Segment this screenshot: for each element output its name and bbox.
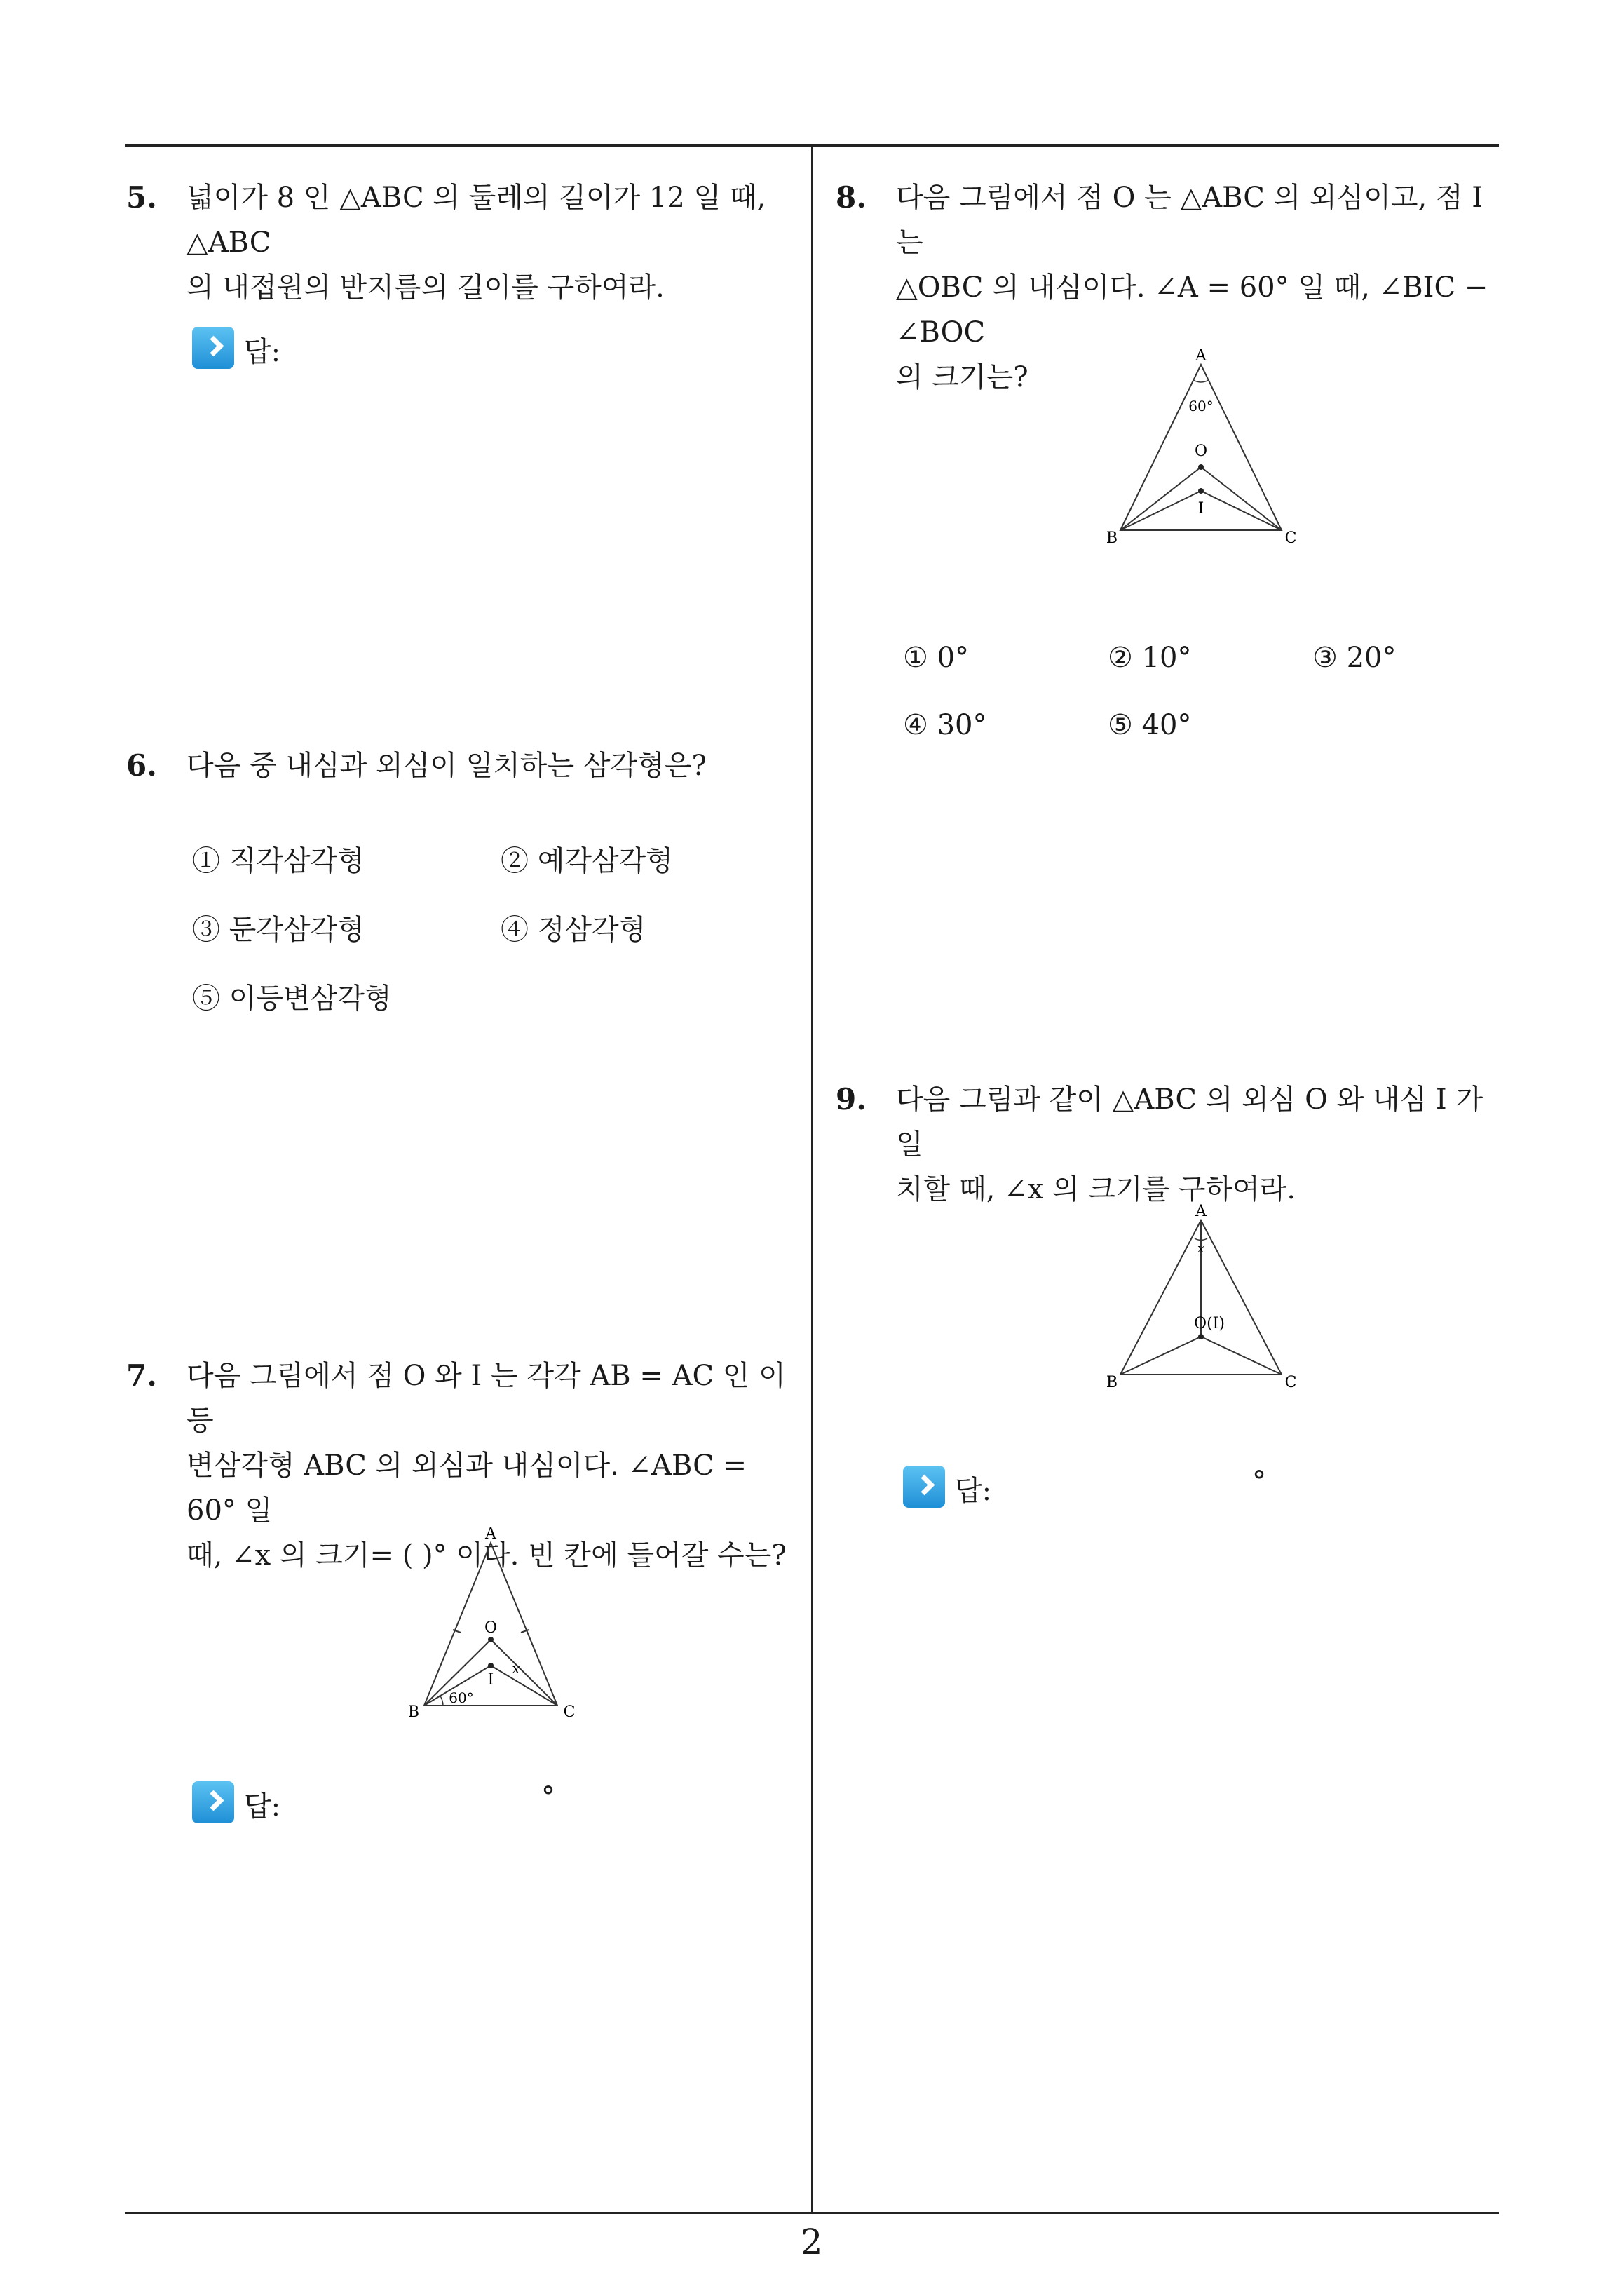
problem-number: 5.: [126, 180, 157, 215]
point-i-label: I: [487, 1671, 494, 1689]
chevron-right-icon: [903, 1466, 945, 1508]
point-o-label: O: [484, 1619, 498, 1637]
chevron-right-icon: [192, 327, 234, 369]
choice-1[interactable]: ① 직각삼각형: [192, 845, 365, 877]
problem-number: 6.: [126, 748, 157, 783]
choice-2[interactable]: ② 10°: [1108, 642, 1192, 674]
triangle-figure-8: [1099, 344, 1303, 547]
vertex-b-label: B: [1106, 529, 1118, 547]
problem-stem: 다음 그림에서 점 O 와 I 는 각각 AB = AC 인 이등 변삼각형 ABC 의 외심과 내심이다. ∠ABC = 60° 일 때, ∠x 의 크기= ( )° 이다. 빈 칸에 들어갈 수는?: [186, 1360, 787, 1572]
problem-stem: 다음 그림과 같이 △ABC 의 외심 O 와 내심 I 가 일 치할 때, ∠x 의 크기를 구하여라.: [896, 1083, 1483, 1206]
page-number: 2: [800, 2222, 823, 2262]
choice-3[interactable]: ③ 둔각삼각형: [192, 914, 365, 946]
angle-label: 60°: [449, 1689, 474, 1706]
problem-number: 8.: [836, 180, 867, 215]
problem-stem: 다음 중 내심과 외심이 일치하는 삼각형은?: [186, 750, 707, 782]
choice-5[interactable]: ⑤ 40°: [1108, 709, 1192, 741]
vertex-c-label: C: [563, 1703, 576, 1721]
degree-unit: °: [541, 1781, 555, 1814]
vertex-a-label: A: [1195, 347, 1207, 365]
triangle-diagram: [1099, 1198, 1303, 1401]
triangle-diagram: [393, 1522, 589, 1725]
vertex-c-label: C: [1284, 529, 1297, 547]
answer-label: 답:: [244, 336, 281, 368]
vertex-b-label: B: [1106, 1374, 1118, 1391]
problem-stem: 다음 그림에서 점 O 는 △ABC 의 외심이고, 점 I 는 △OBC 의 내심이다. ∠A = 60° 일 때, ∠BIC − ∠BOC 의 크기는?: [896, 182, 1488, 393]
triangle-figure-9: [1099, 1198, 1303, 1401]
choice-1[interactable]: ① 0°: [903, 642, 970, 674]
answer-row-7: [192, 1781, 585, 1825]
choice-4[interactable]: ④ 30°: [903, 709, 987, 741]
problem-number: 7.: [126, 1358, 157, 1393]
problem-stem: 넓이가 8 인 △ABC 의 둘레의 길이가 12 일 때, △ABC 의 내접원의 반지름의 길이를 구하여라.: [186, 182, 766, 304]
vertex-a-label: A: [485, 1525, 496, 1543]
answer-label: 답:: [244, 1790, 281, 1823]
vertex-b-label: B: [407, 1703, 420, 1721]
choice-2[interactable]: ② 예각삼각형: [501, 845, 673, 877]
problem-5: [126, 175, 799, 304]
problem-number: 9.: [836, 1082, 867, 1116]
column-divider: [811, 144, 813, 2213]
point-o-label: O: [1194, 443, 1208, 460]
answer-label: 답:: [955, 1475, 992, 1507]
degree-unit: °: [1252, 1466, 1266, 1498]
bottom-rule: [125, 2212, 1499, 2214]
problem-8: [836, 175, 1509, 393]
answer-row-9: [903, 1466, 1296, 1509]
problem-9: [836, 1077, 1509, 1206]
choice-5[interactable]: ⑤ 이등변삼각형: [192, 982, 392, 1015]
angle-label: 60°: [1188, 398, 1214, 414]
chevron-right-icon: [192, 1781, 234, 1823]
problem-7: [126, 1353, 799, 1572]
triangle-figure-7: [393, 1522, 589, 1725]
problem-6: [126, 743, 799, 792]
choice-3[interactable]: ③ 20°: [1312, 642, 1397, 674]
vertex-c-label: C: [1284, 1374, 1297, 1391]
angle-x-label: x: [1197, 1241, 1205, 1256]
choice-4[interactable]: ④ 정삼각형: [501, 914, 646, 946]
angle-x-label: x: [512, 1660, 520, 1677]
point-i-label: I: [1197, 500, 1204, 518]
answer-row-5: [192, 327, 402, 370]
vertex-a-label: A: [1195, 1203, 1207, 1220]
triangle-diagram: [1099, 344, 1303, 547]
point-oi-label: O(I): [1194, 1315, 1225, 1332]
